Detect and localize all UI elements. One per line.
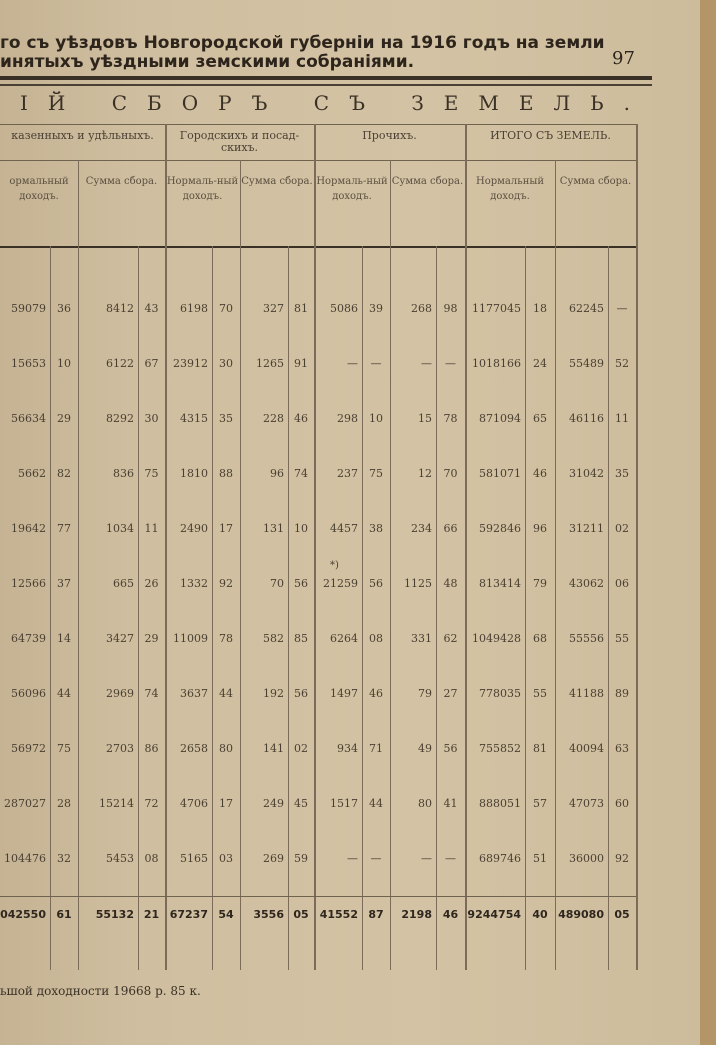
column-header: Нормаль-ный доходъ. <box>316 176 388 202</box>
cell-fraction: 30 <box>219 357 233 370</box>
cell-integer: 234 <box>411 522 432 535</box>
cell-integer: 1517 <box>330 797 358 810</box>
cell-fraction: — <box>370 357 382 370</box>
cell-fraction: 60 <box>615 797 629 810</box>
cell-integer: 15653 <box>11 357 46 370</box>
cell-fraction: 56 <box>369 577 383 590</box>
cell-fraction: 81 <box>533 742 547 755</box>
cell-fraction: 62 <box>443 632 458 645</box>
cell-fraction: 51 <box>533 852 547 865</box>
subcolumn-divider <box>78 160 79 970</box>
total-integer: 55132 <box>95 908 134 921</box>
cell-integer: 141 <box>263 742 284 755</box>
cell-integer: 249 <box>263 797 284 810</box>
cell-fraction: 32 <box>57 852 71 865</box>
cell-fraction: 78 <box>219 632 233 645</box>
cell-fraction: 26 <box>144 577 159 590</box>
column-header: ормальный доходъ. <box>9 176 69 202</box>
cell-fraction: 70 <box>219 302 233 315</box>
cell-fraction: 55 <box>615 632 629 645</box>
cell-fraction: 81 <box>294 302 308 315</box>
cell-integer: 40094 <box>569 742 604 755</box>
cell-fraction: 48 <box>443 577 458 590</box>
table-top-rule <box>0 124 636 125</box>
cell-fraction: 98 <box>443 302 458 315</box>
cell-integer: 3427 <box>106 632 134 645</box>
total-rule <box>0 896 636 897</box>
cell-integer: 64739 <box>11 632 46 645</box>
cell-integer: 1497 <box>330 687 358 700</box>
page-number: 97 <box>612 48 635 69</box>
total-fraction: 87 <box>368 908 384 921</box>
cell-fraction: 92 <box>219 577 233 590</box>
cell-integer: 592846 <box>479 522 521 535</box>
subcolumn-divider <box>555 160 556 970</box>
cell-fraction: 79 <box>533 577 547 590</box>
cell-integer: 4457 <box>330 522 358 535</box>
book-binding-edge <box>700 0 716 1045</box>
cell-integer: 96 <box>270 467 284 480</box>
cell-integer: 813414 <box>479 577 521 590</box>
cell-fraction: 41 <box>443 797 458 810</box>
cell-fraction: 43 <box>144 302 159 315</box>
cell-integer: 778035 <box>479 687 521 700</box>
cell-integer: 47073 <box>569 797 604 810</box>
cell-integer: 2703 <box>106 742 134 755</box>
cell-fraction: 89 <box>615 687 629 700</box>
cell-integer: 1034 <box>106 522 134 535</box>
cell-fraction: 17 <box>219 522 233 535</box>
cell-integer: 56972 <box>11 742 46 755</box>
cell-integer: 1810 <box>180 467 208 480</box>
asterisk-mark: *) <box>330 560 339 571</box>
group-header: Прочихъ. <box>362 129 417 142</box>
cell-fraction: — <box>370 852 382 865</box>
cell-fraction: 14 <box>57 632 71 645</box>
total-integer: 41552 <box>319 908 358 921</box>
cell-integer: 298 <box>337 412 358 425</box>
cell-integer: 21259 <box>323 577 358 590</box>
table-right-border <box>636 124 638 970</box>
cell-fraction: 30 <box>144 412 159 425</box>
cell-integer: 4315 <box>180 412 208 425</box>
cell-integer: 581071 <box>479 467 521 480</box>
cell-fraction: 10 <box>57 357 71 370</box>
cell-fraction: 06 <box>615 577 629 590</box>
total-integer: 2198 <box>401 908 432 921</box>
cell-integer: — <box>421 852 432 865</box>
cell-integer: 12 <box>418 467 432 480</box>
cell-fraction: 10 <box>369 412 383 425</box>
cell-fraction: 82 <box>57 467 71 480</box>
cell-integer: 46116 <box>569 412 604 425</box>
total-integer: 3556 <box>253 908 284 921</box>
cell-fraction: 78 <box>443 412 458 425</box>
cell-fraction: 02 <box>615 522 629 535</box>
cell-integer: 43062 <box>569 577 604 590</box>
cell-fraction: 46 <box>294 412 308 425</box>
group-header: ИТОГО СЪ ЗЕМЕЛЬ. <box>490 129 611 142</box>
cell-fraction: 38 <box>369 522 383 535</box>
cell-fraction: 10 <box>294 522 308 535</box>
cell-integer: 5086 <box>330 302 358 315</box>
cell-integer: — <box>347 852 358 865</box>
cell-integer: 327 <box>263 302 284 315</box>
cell-integer: 888051 <box>479 797 521 810</box>
cell-integer: 19642 <box>11 522 46 535</box>
header-line-1: го съ уѣздовъ Новгородской губерніи на 1916 годъ на земли <box>0 33 605 53</box>
cell-fraction: 45 <box>294 797 308 810</box>
group-divider <box>165 124 167 970</box>
cell-fraction: 91 <box>294 357 308 370</box>
cell-integer: 12566 <box>11 577 46 590</box>
cell-fraction: 96 <box>533 522 547 535</box>
cell-fraction: 28 <box>57 797 71 810</box>
cell-fraction: 35 <box>219 412 233 425</box>
cell-fraction: 75 <box>144 467 159 480</box>
cell-integer: 8412 <box>106 302 134 315</box>
cell-fraction: 56 <box>294 577 308 590</box>
cell-fraction: 39 <box>369 302 383 315</box>
cell-fraction: 18 <box>533 302 547 315</box>
cell-integer: 287027 <box>4 797 46 810</box>
cell-integer: 5165 <box>180 852 208 865</box>
cell-fraction: 36 <box>57 302 71 315</box>
cell-integer: 228 <box>263 412 284 425</box>
cell-fraction: 74 <box>144 687 159 700</box>
total-fraction: 05 <box>293 908 309 921</box>
column-header: Сумма сбора. <box>241 176 313 187</box>
cell-fraction: 37 <box>57 577 71 590</box>
table-title: ІЙ СБОРЪ СЪ ЗЕМЕЛЬ. <box>20 91 651 115</box>
cell-integer: 70 <box>270 577 284 590</box>
cell-fraction: 57 <box>533 797 547 810</box>
cell-fraction: 75 <box>57 742 71 755</box>
column-header: Сумма сбора. <box>559 176 632 187</box>
cell-integer: 49 <box>418 742 432 755</box>
cell-fraction: 66 <box>443 522 458 535</box>
cell-integer: 871094 <box>479 412 521 425</box>
column-header: Нормальный доходъ. <box>476 176 544 202</box>
cell-integer: 331 <box>411 632 432 645</box>
cell-fraction: 44 <box>57 687 71 700</box>
cell-fraction: 24 <box>533 357 547 370</box>
cell-fraction: 56 <box>294 687 308 700</box>
cell-integer: 62245 <box>569 302 604 315</box>
total-integer: 042550 <box>0 908 46 921</box>
column-header: Сумма сбора. <box>85 176 158 187</box>
cell-fraction: 02 <box>294 742 308 755</box>
cell-integer: 1265 <box>256 357 284 370</box>
cell-fraction: 52 <box>615 357 629 370</box>
cell-fraction: 71 <box>369 742 383 755</box>
cell-integer: 2658 <box>180 742 208 755</box>
cell-fraction: 17 <box>219 797 233 810</box>
cell-integer: 59079 <box>11 302 46 315</box>
cell-fraction: 75 <box>369 467 383 480</box>
cell-integer: 31211 <box>569 522 604 535</box>
cell-integer: 269 <box>263 852 284 865</box>
cell-integer: 41188 <box>569 687 604 700</box>
cell-fraction: 08 <box>144 852 159 865</box>
cell-fraction: 11 <box>144 522 159 535</box>
cell-fraction: — <box>616 302 628 315</box>
cell-fraction: 67 <box>144 357 159 370</box>
cell-integer: 4706 <box>180 797 208 810</box>
cell-fraction: 92 <box>615 852 629 865</box>
total-fraction: 46 <box>442 908 459 921</box>
cell-integer: 5662 <box>18 467 46 480</box>
cell-integer: 8292 <box>106 412 134 425</box>
cell-integer: 131 <box>263 522 284 535</box>
cell-fraction: 55 <box>533 687 547 700</box>
cell-integer: 55556 <box>569 632 604 645</box>
header-rule-thick <box>0 76 652 80</box>
cell-integer: 6122 <box>106 357 134 370</box>
cell-integer: 56634 <box>11 412 46 425</box>
cell-fraction: 80 <box>219 742 233 755</box>
cell-fraction: 27 <box>443 687 458 700</box>
cell-fraction: 46 <box>533 467 547 480</box>
cell-integer: 5453 <box>106 852 134 865</box>
total-fraction: 61 <box>56 908 72 921</box>
cell-integer: — <box>421 357 432 370</box>
header-bottom-rule <box>0 246 636 248</box>
total-fraction: 40 <box>532 908 548 921</box>
cell-integer: 836 <box>113 467 134 480</box>
subcolumn-divider <box>240 160 241 970</box>
cell-integer: 36000 <box>569 852 604 865</box>
group-header: Городскихъ и посад-скихъ. <box>179 129 300 154</box>
cell-fraction: 59 <box>294 852 308 865</box>
cell-fraction: — <box>445 357 456 370</box>
group-divider <box>465 124 467 970</box>
cell-integer: 665 <box>113 577 134 590</box>
cell-integer: 1332 <box>180 577 208 590</box>
cell-integer: 3637 <box>180 687 208 700</box>
cell-integer: 55489 <box>569 357 604 370</box>
cell-integer: 56096 <box>11 687 46 700</box>
cell-integer: 2969 <box>106 687 134 700</box>
cell-fraction: 03 <box>219 852 233 865</box>
cell-integer: 11009 <box>173 632 208 645</box>
cell-fraction: 63 <box>615 742 629 755</box>
cell-fraction: 56 <box>443 742 458 755</box>
cell-fraction: 35 <box>615 467 629 480</box>
total-integer: 67237 <box>169 908 208 921</box>
cell-fraction: 74 <box>294 467 308 480</box>
cell-integer: 1177045 <box>472 302 521 315</box>
cell-fraction: — <box>445 852 456 865</box>
group-header-rule <box>0 160 636 161</box>
group-header: казенныхъ и удѣльныхъ. <box>11 129 154 142</box>
cell-fraction: 44 <box>369 797 383 810</box>
cell-fraction: 46 <box>369 687 383 700</box>
cell-fraction: 29 <box>57 412 71 425</box>
cell-fraction: 86 <box>144 742 159 755</box>
column-header: Сумма сбора. <box>391 176 464 187</box>
header-rule-thin <box>0 84 652 86</box>
total-integer: 9244754 <box>467 908 521 921</box>
cell-integer: 237 <box>337 467 358 480</box>
cell-fraction: 77 <box>57 522 71 535</box>
cell-fraction: 70 <box>443 467 458 480</box>
cell-fraction: 88 <box>219 467 233 480</box>
cell-integer: 23912 <box>173 357 208 370</box>
cell-integer: 31042 <box>569 467 604 480</box>
cell-fraction: 85 <box>294 632 308 645</box>
cell-integer: 1125 <box>404 577 432 590</box>
cell-integer: 192 <box>263 687 284 700</box>
group-divider <box>314 124 316 970</box>
total-fraction: 05 <box>614 908 630 921</box>
cell-fraction: 72 <box>144 797 159 810</box>
cell-fraction: 29 <box>144 632 159 645</box>
cell-integer: 2490 <box>180 522 208 535</box>
cell-fraction: 11 <box>615 412 629 425</box>
cell-integer: 6264 <box>330 632 358 645</box>
cell-integer: 79 <box>418 687 432 700</box>
cell-integer: 104476 <box>4 852 46 865</box>
header-line-2: инятыхъ уѣздными земскими собраніями. <box>0 52 415 72</box>
cell-integer: — <box>347 357 358 370</box>
cell-integer: 268 <box>411 302 432 315</box>
subcolumn-divider <box>390 160 391 970</box>
cell-integer: 582 <box>263 632 284 645</box>
total-integer: 489080 <box>558 908 604 921</box>
cell-integer: 15214 <box>99 797 134 810</box>
cell-fraction: 08 <box>369 632 383 645</box>
cell-integer: 80 <box>418 797 432 810</box>
cell-integer: 689746 <box>479 852 521 865</box>
cell-integer: 755852 <box>479 742 521 755</box>
cell-integer: 1018166 <box>472 357 521 370</box>
total-fraction: 21 <box>143 908 160 921</box>
cell-integer: 6198 <box>180 302 208 315</box>
footnote: ьшой доходности 19668 р. 85 к. <box>0 984 201 998</box>
cell-integer: 1049428 <box>472 632 521 645</box>
cell-fraction: 65 <box>533 412 547 425</box>
cell-integer: 934 <box>337 742 358 755</box>
cell-fraction: 44 <box>219 687 233 700</box>
total-fraction: 54 <box>218 908 234 921</box>
cell-fraction: 68 <box>533 632 547 645</box>
cell-integer: 15 <box>418 412 432 425</box>
column-header: Нормаль-ный доходъ. <box>166 176 239 202</box>
